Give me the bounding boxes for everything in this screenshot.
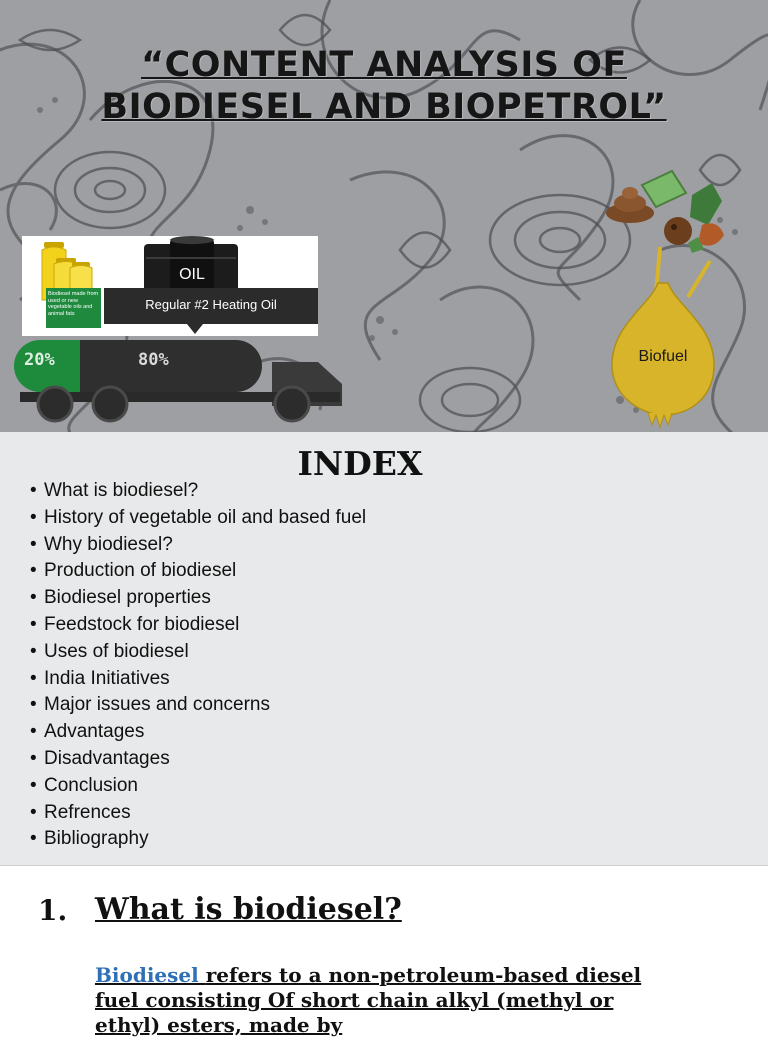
definition-text: refers to a non-petroleum-based diesel fuel consisting Of short chain alkyl (methyl or ethyl) esters, made by bbox=[95, 963, 642, 1037]
index-item-label: Conclusion bbox=[44, 774, 138, 796]
index-item bbox=[30, 666, 366, 693]
biodiesel-term-link[interactable]: Biodiesel bbox=[95, 963, 206, 987]
index-item-label: Biodiesel properties bbox=[44, 587, 211, 609]
index-item-label: India Initiatives bbox=[44, 667, 170, 689]
index-item bbox=[30, 746, 366, 773]
index-item bbox=[30, 800, 366, 827]
presentation-title: “CONTENT ANALYSIS OF BIODIESEL AND BIOPETROL” bbox=[101, 45, 667, 127]
definition-paragraph bbox=[95, 963, 675, 1038]
feedstock-icons bbox=[606, 171, 724, 253]
tanker-truck-icon bbox=[10, 330, 355, 425]
index-slide bbox=[0, 432, 768, 866]
tanker-truck-illustration bbox=[10, 330, 355, 425]
index-item bbox=[30, 532, 366, 559]
index-item bbox=[30, 639, 366, 666]
fuel-blend-illustration bbox=[22, 236, 318, 336]
index-heading: INDEX bbox=[297, 444, 423, 483]
index-item-label: What is biodiesel? bbox=[44, 480, 199, 501]
bullet-icon: • bbox=[30, 774, 37, 796]
index-item bbox=[30, 478, 366, 505]
heating-oil-label: Regular #2 Heating Oil bbox=[145, 297, 277, 312]
index-item-label: Feedstock for biodiesel bbox=[44, 613, 240, 635]
bullet-icon: • bbox=[30, 747, 37, 769]
index-item bbox=[30, 826, 366, 853]
bullet-icon: • bbox=[30, 587, 37, 609]
bullet-icon: • bbox=[30, 828, 37, 850]
section-heading: What is biodiesel? bbox=[95, 892, 402, 927]
index-item bbox=[30, 719, 366, 746]
bullet-icon: • bbox=[30, 480, 37, 501]
bullet-icon: • bbox=[30, 721, 37, 743]
index-item bbox=[30, 505, 366, 532]
index-item-label: Why biodiesel? bbox=[44, 533, 173, 555]
bottle-caption: Biodiesel made from used or new vegetable oils and animal fats bbox=[48, 291, 99, 317]
heating-oil-share: 80% bbox=[138, 350, 169, 370]
biofuel-illustration bbox=[602, 165, 747, 430]
bullet-icon: • bbox=[30, 560, 37, 582]
index-item-label: Disadvantages bbox=[44, 747, 170, 769]
bullet-icon: • bbox=[30, 667, 37, 689]
index-item bbox=[30, 612, 366, 639]
biodiesel-share: 20% bbox=[24, 350, 55, 370]
biofuel-drop-icon bbox=[602, 165, 747, 430]
index-item-label: Major issues and concerns bbox=[44, 694, 270, 716]
bullet-icon: • bbox=[30, 640, 37, 662]
section-number: 1. bbox=[38, 894, 68, 927]
bullet-icon: • bbox=[30, 801, 37, 823]
drum-label: OIL bbox=[179, 266, 205, 283]
bullet-icon: • bbox=[30, 533, 37, 555]
index-item bbox=[30, 692, 366, 719]
index-item bbox=[30, 773, 366, 800]
index-list bbox=[30, 478, 366, 853]
bullet-icon: • bbox=[30, 613, 37, 635]
index-item-label: Bibliography bbox=[44, 828, 149, 850]
index-item-label: Production of biodiesel bbox=[44, 560, 237, 582]
index-item-label: Uses of biodiesel bbox=[44, 640, 189, 662]
title-slide bbox=[0, 0, 768, 432]
index-item bbox=[30, 558, 366, 585]
index-item-label: Advantages bbox=[44, 721, 145, 743]
index-item-label: History of vegetable oil and based fuel bbox=[44, 506, 367, 528]
index-item-label: Refrences bbox=[44, 801, 131, 823]
what-is-biodiesel-slide bbox=[0, 867, 768, 1037]
index-item bbox=[30, 585, 366, 612]
bullet-icon: • bbox=[30, 694, 37, 716]
bullet-icon: • bbox=[30, 506, 37, 528]
biofuel-label: Biofuel bbox=[638, 348, 688, 365]
